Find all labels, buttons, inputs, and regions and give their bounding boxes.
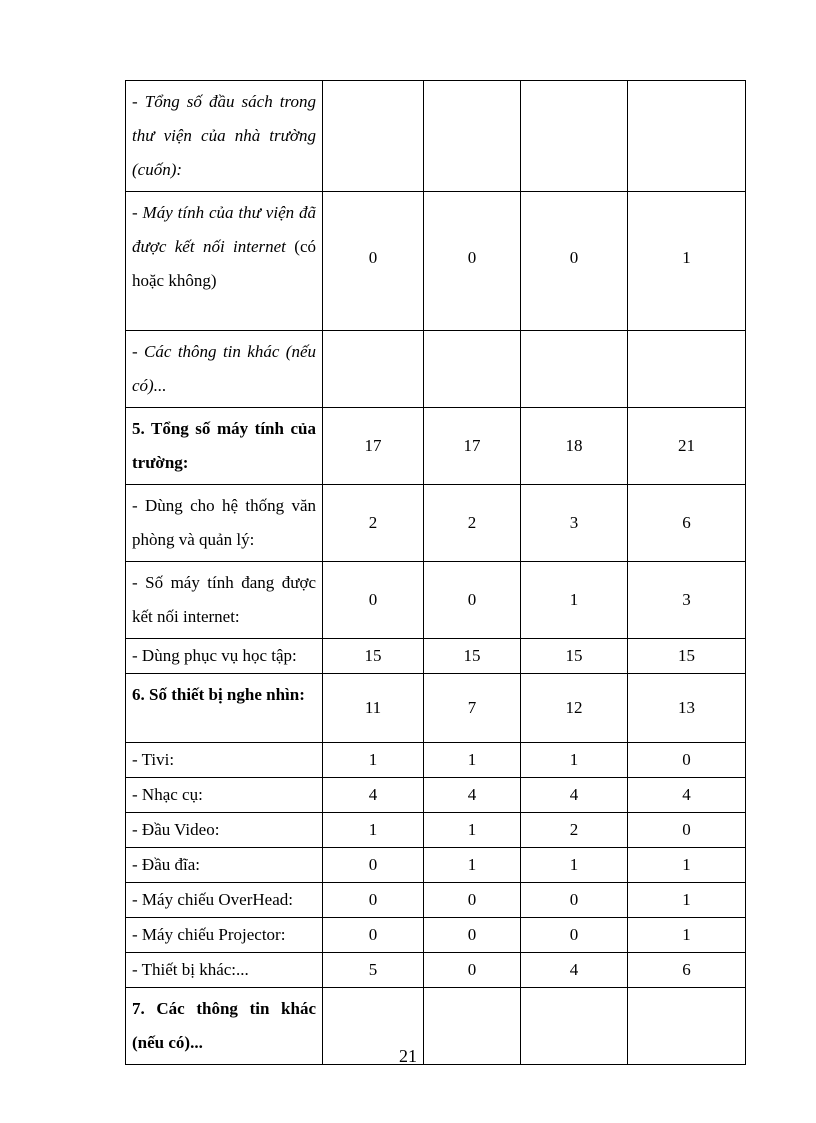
cell-value: 6 [628,953,746,988]
cell-value: 11 [323,674,424,743]
cell-value: 1 [628,883,746,918]
cell-value: 1 [521,848,628,883]
row-label: - Số máy tính đang được kết nối internet: [126,562,323,639]
cell-value: 0 [424,953,521,988]
cell-value: 1 [323,813,424,848]
cell-value: 0 [323,848,424,883]
cell-value: 1 [521,562,628,639]
table-row [126,485,746,562]
cell-value: 0 [521,192,628,331]
cell-value: 12 [521,674,628,743]
cell-value: 1 [521,743,628,778]
table-row [126,883,746,918]
cell-value: 4 [424,778,521,813]
row-label: - Tivi: [126,743,323,778]
cell-value: 2 [521,813,628,848]
cell-value: 3 [628,562,746,639]
table-row [126,192,746,331]
table-row [126,408,746,485]
cell-value: 0 [628,813,746,848]
cell-value: 1 [424,813,521,848]
table-row [126,778,746,813]
cell-value: 1 [424,743,521,778]
row-label-note: (có hoặc không) [132,237,316,290]
cell-value: 4 [521,778,628,813]
cell-value: 0 [424,883,521,918]
row-label: - Thiết bị khác:... [126,953,323,988]
row-label-main: - Máy tính của thư viện đã được kết nối internet [132,203,316,256]
page-number: 21 [399,1046,417,1066]
table-row [126,331,746,408]
table-row [126,918,746,953]
row-label: - Các thông tin khác (nếu có)... [126,331,323,408]
row-label: - Đầu Video: [126,813,323,848]
table-row [126,674,746,743]
cell-value: 0 [424,562,521,639]
cell-value: 15 [628,639,746,674]
table-row [126,953,746,988]
cell-value: 18 [521,408,628,485]
cell-value [323,81,424,192]
table-row [126,81,746,192]
row-label: - Đầu đĩa: [126,848,323,883]
cell-value: 0 [424,918,521,953]
cell-value: 6 [628,485,746,562]
cell-value: 0 [628,743,746,778]
cell-value: 0 [323,883,424,918]
cell-value: 17 [323,408,424,485]
cell-value: 21 [628,408,746,485]
row-label: - Dùng phục vụ học tập: [126,639,323,674]
cell-value [628,81,746,192]
cell-value: 0 [521,883,628,918]
table-row [126,639,746,674]
table-row [126,743,746,778]
row-label: - Dùng cho hệ thống văn phòng và quản lý: [126,485,323,562]
table-row [126,562,746,639]
cell-value: 0 [521,918,628,953]
row-label: 7. Các thông tin khác (nếu có)... [126,988,323,1065]
cell-value: 2 [424,485,521,562]
cell-value: 15 [424,639,521,674]
cell-value: 4 [521,953,628,988]
cell-value: 1 [628,192,746,331]
row-label [126,192,323,331]
cell-value: 15 [521,639,628,674]
row-label: - Nhạc cụ: [126,778,323,813]
cell-value: 0 [323,562,424,639]
cell-value: 3 [521,485,628,562]
row-label: 5. Tổng số máy tính của trường: [126,408,323,485]
cell-value: 2 [323,485,424,562]
cell-value [424,81,521,192]
row-label: - Máy chiếu Projector: [126,918,323,953]
cell-value: 13 [628,674,746,743]
cell-value: 4 [323,778,424,813]
cell-value: 7 [424,674,521,743]
cell-value: 4 [628,778,746,813]
cell-value: 0 [323,918,424,953]
row-label: - Máy chiếu OverHead: [126,883,323,918]
cell-value: 17 [424,408,521,485]
cell-value: 15 [323,639,424,674]
statistics-table [125,80,746,1065]
cell-value [521,331,628,408]
cell-value: 1 [628,918,746,953]
table-row [126,813,746,848]
cell-value: 1 [424,848,521,883]
cell-value: 0 [424,192,521,331]
row-label: 6. Số thiết bị nghe nhìn: [126,674,323,743]
cell-value [424,331,521,408]
table-row [126,848,746,883]
cell-value [323,331,424,408]
cell-value [521,81,628,192]
cell-value: 0 [323,192,424,331]
cell-value: 1 [628,848,746,883]
cell-value [628,331,746,408]
row-label: - Tổng số đầu sách trong thư viện của nhà trường (cuốn): [126,81,323,192]
cell-value: 5 [323,953,424,988]
cell-value: 1 [323,743,424,778]
